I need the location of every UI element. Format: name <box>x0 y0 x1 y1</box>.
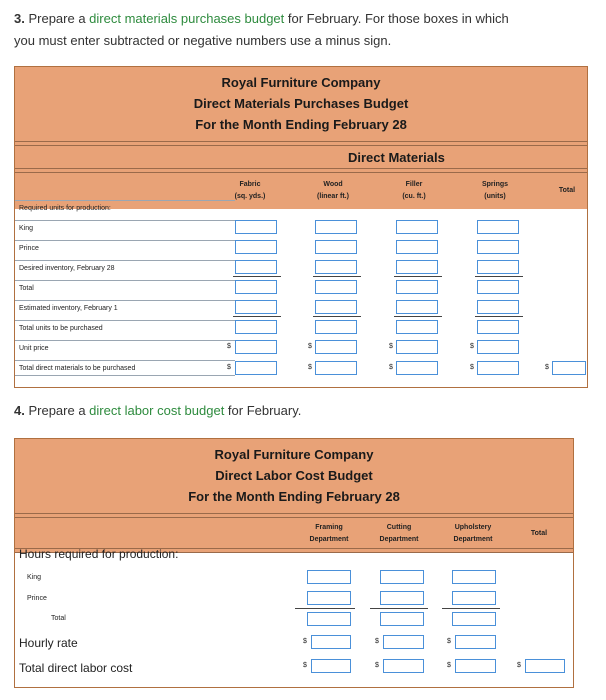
framing-king-input[interactable] <box>307 570 351 584</box>
currency-symbol: $ <box>375 638 379 645</box>
col-wood: Wood (linear ft.) <box>317 181 349 200</box>
materials-budget-table <box>14 66 588 388</box>
table-header <box>15 67 587 141</box>
separator-line <box>233 316 281 317</box>
currency-symbol: $ <box>308 343 312 350</box>
col-upholstery: Upholstery Department <box>453 524 493 543</box>
fabric-unit-price-input[interactable] <box>235 340 277 354</box>
fabric-units-purchased-input[interactable] <box>235 320 277 334</box>
col-total: Total <box>530 530 548 537</box>
row-label: Total units to be purchased <box>15 320 235 336</box>
separator-line <box>394 276 442 277</box>
grand-total-cost-input[interactable] <box>552 361 586 375</box>
question-3 <box>14 8 509 52</box>
cutting-prince-input[interactable] <box>380 591 424 605</box>
separator-line <box>475 276 523 277</box>
col-framing: Framing Department <box>309 524 349 543</box>
question-text: for February. For those boxes in which <box>284 11 509 26</box>
row-label: Total direct labor cost <box>19 661 133 675</box>
filler-units-purchased-input[interactable] <box>396 320 438 334</box>
currency-symbol: $ <box>470 364 474 371</box>
col-fabric: Fabric (sq. yds.) <box>234 181 266 200</box>
separator-line <box>442 608 500 609</box>
cutting-total-hours-input[interactable] <box>380 612 424 626</box>
filler-desired-inventory-input[interactable] <box>396 260 438 274</box>
labor-budget-table <box>14 438 574 688</box>
springs-total-input[interactable] <box>477 280 519 294</box>
row-label: Hours required for production: <box>19 547 179 561</box>
wood-king-input[interactable] <box>315 220 357 234</box>
upholstery-prince-input[interactable] <box>452 591 496 605</box>
fabric-total-input[interactable] <box>235 280 277 294</box>
filler-prince-input[interactable] <box>396 240 438 254</box>
company-name: Royal Furniture Company <box>214 447 374 462</box>
budget-title: Direct Labor Cost Budget <box>215 468 373 483</box>
cutting-king-input[interactable] <box>380 570 424 584</box>
row-label: Total <box>51 615 66 622</box>
framing-hourly-rate-input[interactable] <box>311 635 351 649</box>
wood-total-input[interactable] <box>315 280 357 294</box>
budget-period: For the Month Ending February 28 <box>188 489 400 504</box>
separator-line <box>475 316 523 317</box>
col-total: Total <box>558 187 576 194</box>
upholstery-total-hours-input[interactable] <box>452 612 496 626</box>
row-label: Unit price <box>15 340 235 356</box>
wood-units-purchased-input[interactable] <box>315 320 357 334</box>
question-text: Prepare a <box>28 11 90 26</box>
filler-total-input[interactable] <box>396 280 438 294</box>
filler-king-input[interactable] <box>396 220 438 234</box>
framing-total-hours-input[interactable] <box>307 612 351 626</box>
glossary-link[interactable]: direct labor cost budget <box>89 403 225 418</box>
column-headers <box>15 518 573 548</box>
currency-symbol: $ <box>375 662 379 669</box>
question-number: 4. <box>14 403 25 418</box>
separator-line <box>313 276 361 277</box>
filler-total-cost-input[interactable] <box>396 361 438 375</box>
currency-symbol: $ <box>545 364 549 371</box>
currency-symbol: $ <box>308 364 312 371</box>
separator-line <box>295 608 355 609</box>
fabric-king-input[interactable] <box>235 220 277 234</box>
currency-symbol: $ <box>303 662 307 669</box>
upholstery-king-input[interactable] <box>452 570 496 584</box>
fabric-desired-inventory-input[interactable] <box>235 260 277 274</box>
col-filler: Filler (cu. ft.) <box>402 181 426 200</box>
springs-prince-input[interactable] <box>477 240 519 254</box>
budget-period: For the Month Ending February 28 <box>195 117 407 132</box>
group-header <box>15 146 587 168</box>
question-4 <box>14 400 301 422</box>
currency-symbol: $ <box>470 343 474 350</box>
separator-line <box>370 608 428 609</box>
question-text: Prepare a <box>28 403 90 418</box>
row-label: King <box>15 220 235 236</box>
currency-symbol: $ <box>303 638 307 645</box>
filler-estimated-inventory-input[interactable] <box>396 300 438 314</box>
springs-total-cost-input[interactable] <box>477 361 519 375</box>
total-labor-cost-input[interactable] <box>525 659 565 673</box>
currency-symbol: $ <box>227 343 231 350</box>
row-label: Required units for production: <box>15 200 235 216</box>
fabric-estimated-inventory-input[interactable] <box>235 300 277 314</box>
currency-symbol: $ <box>447 638 451 645</box>
fabric-total-cost-input[interactable] <box>235 361 277 375</box>
wood-total-cost-input[interactable] <box>315 361 357 375</box>
row-label: King <box>27 574 42 581</box>
fabric-prince-input[interactable] <box>235 240 277 254</box>
currency-symbol: $ <box>447 662 451 669</box>
separator-line <box>394 316 442 317</box>
row-label: Total direct materials to be purchased <box>15 360 235 376</box>
currency-symbol: $ <box>389 343 393 350</box>
group-label: Direct Materials <box>348 150 445 165</box>
upholstery-hourly-rate-input[interactable] <box>455 635 496 649</box>
currency-symbol: $ <box>227 364 231 371</box>
row-label: Estimated inventory, February 1 <box>15 300 235 316</box>
separator-line <box>233 276 281 277</box>
currency-symbol: $ <box>389 364 393 371</box>
filler-unit-price-input[interactable] <box>396 340 438 354</box>
springs-unit-price-input[interactable] <box>477 340 519 354</box>
row-label: Hourly rate <box>19 636 78 650</box>
upholstery-labor-cost-input[interactable] <box>455 659 496 673</box>
cutting-hourly-rate-input[interactable] <box>383 635 424 649</box>
budget-title: Direct Materials Purchases Budget <box>193 96 409 111</box>
separator-line <box>313 316 361 317</box>
row-label: Prince <box>27 595 47 602</box>
col-springs: Springs (units) <box>481 181 509 200</box>
col-cutting: Cutting Department <box>379 524 419 543</box>
question-text-line2: you must enter subtracted or negative numbers use a minus sign. <box>14 33 392 48</box>
springs-estimated-inventory-input[interactable] <box>477 300 519 314</box>
glossary-link[interactable]: direct materials purchases budget <box>89 11 285 26</box>
framing-labor-cost-input[interactable] <box>311 659 351 673</box>
question-text: for February. <box>224 403 302 418</box>
springs-king-input[interactable] <box>477 220 519 234</box>
row-label: Total <box>15 280 235 296</box>
wood-unit-price-input[interactable] <box>315 340 357 354</box>
framing-prince-input[interactable] <box>307 591 351 605</box>
row-label: Desired inventory, February 28 <box>15 260 235 276</box>
wood-prince-input[interactable] <box>315 240 357 254</box>
currency-symbol: $ <box>517 662 521 669</box>
wood-estimated-inventory-input[interactable] <box>315 300 357 314</box>
cutting-labor-cost-input[interactable] <box>383 659 424 673</box>
company-name: Royal Furniture Company <box>221 75 381 90</box>
wood-desired-inventory-input[interactable] <box>315 260 357 274</box>
question-number: 3. <box>14 11 25 26</box>
springs-units-purchased-input[interactable] <box>477 320 519 334</box>
row-label: Prince <box>15 240 235 256</box>
springs-desired-inventory-input[interactable] <box>477 260 519 274</box>
table-header <box>15 439 573 513</box>
